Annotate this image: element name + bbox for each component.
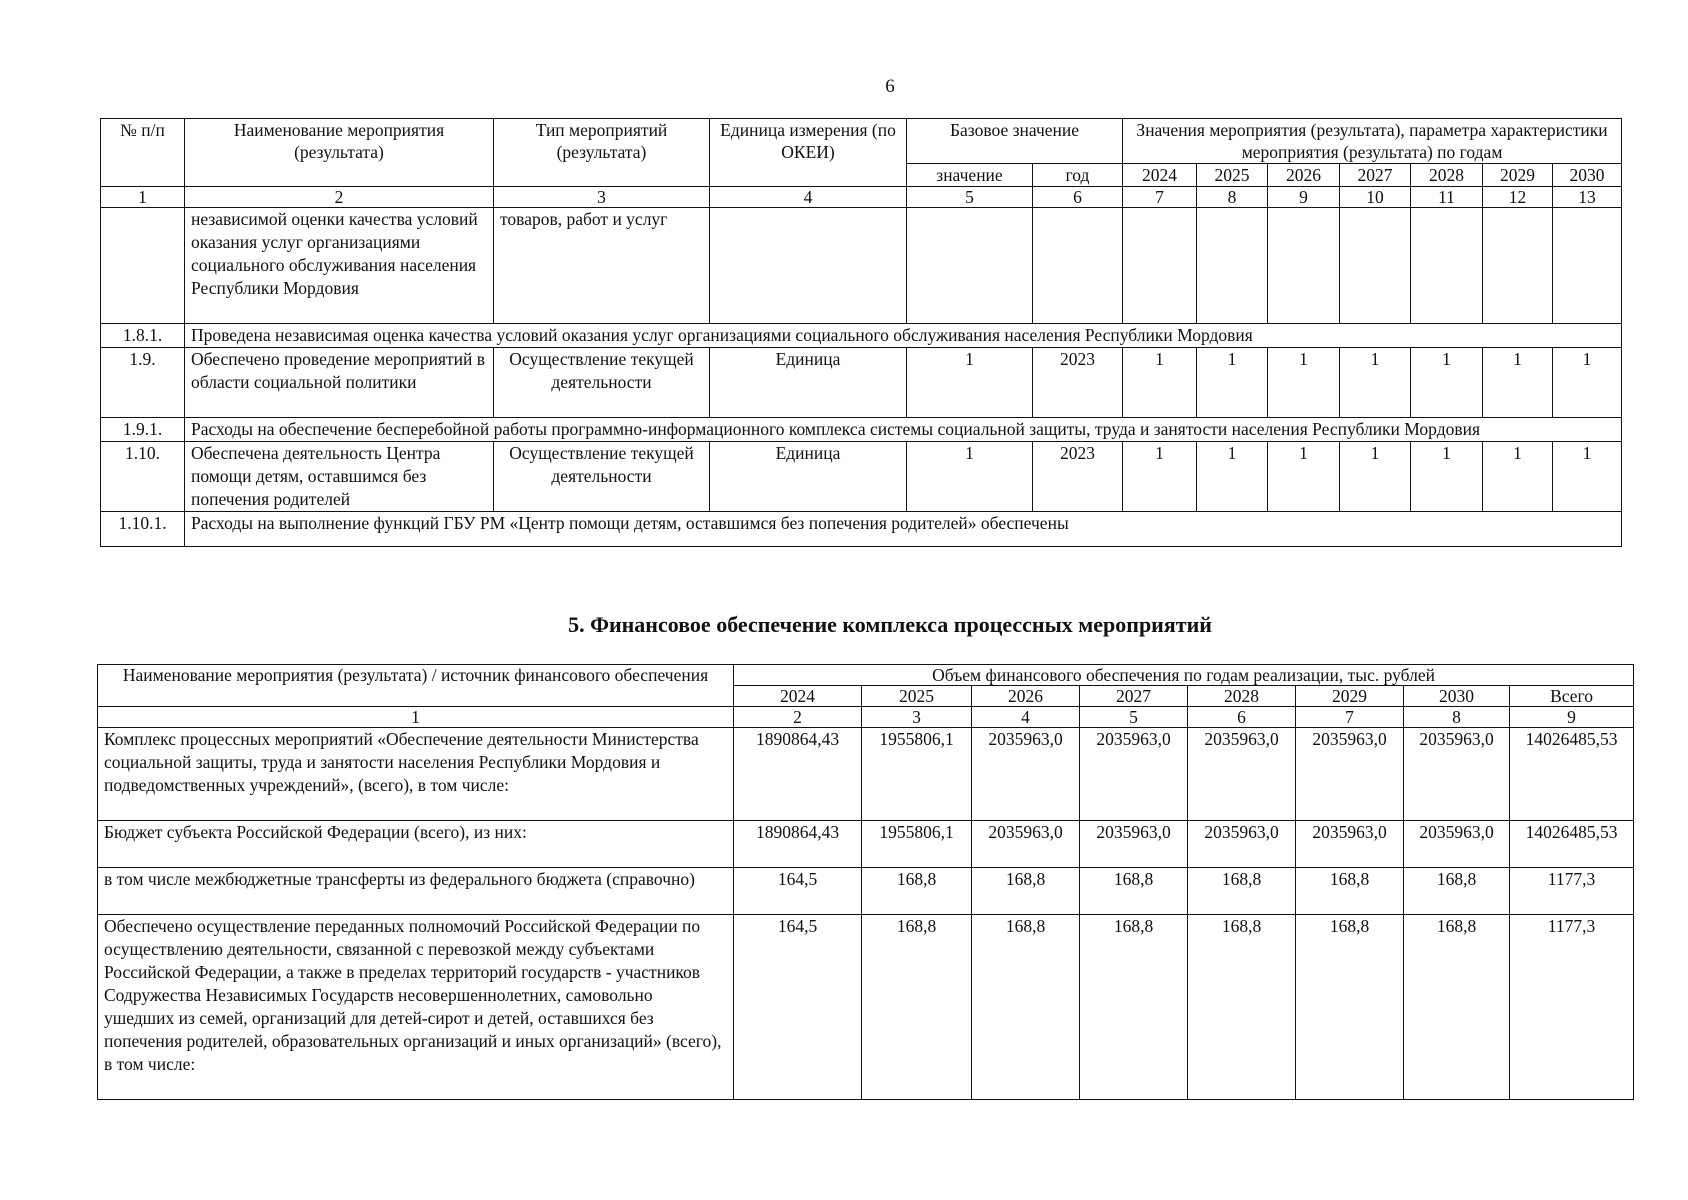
financing-value: 168,8 <box>1296 915 1404 1100</box>
year-value: 1 <box>1268 442 1340 512</box>
financing-value: 168,8 <box>1404 915 1510 1100</box>
financing-value: 1955806,1 <box>862 821 972 868</box>
financing-value: 168,8 <box>1404 868 1510 915</box>
header-year: 2025 <box>1197 164 1268 187</box>
year-value: 1 <box>1268 348 1340 418</box>
header-base-year: год <box>1033 164 1123 187</box>
financing-table <box>97 664 1634 1100</box>
row-number: 1.8.1. <box>101 324 185 348</box>
financing-total: 1177,3 <box>1510 915 1634 1100</box>
header-year: 2026 <box>1268 164 1340 187</box>
year-value: 1 <box>1123 442 1197 512</box>
column-number: 4 <box>710 187 907 208</box>
year-value: 1 <box>1553 348 1622 418</box>
header-year: 2026 <box>972 686 1080 707</box>
column-number: 7 <box>1123 187 1197 208</box>
page-number: 6 <box>885 76 895 97</box>
column-number: 1 <box>101 187 185 208</box>
header-year: 2024 <box>734 686 862 707</box>
column-number: 9 <box>1510 707 1634 728</box>
financing-name: Обеспечено осуществление переданных полномочий Российской Федерации по осуществлению деятельности, связанной с перевозкой между субъектами Российской Федерации, а также в пределах территорий государств - участников Содружества Независимых Государств несовершеннолетних, самовольно ушедших из семей, организаций для детей-сирот и детей, оставшихся без попечения родителей, образовательных организаций и иных организаций» (всего), в том числе: <box>98 915 734 1100</box>
measure-type: Осуществление текущей деятельности <box>494 442 710 512</box>
financing-total: 14026485,53 <box>1510 821 1634 868</box>
financing-value: 2035963,0 <box>1404 821 1510 868</box>
column-number: 8 <box>1197 187 1268 208</box>
table-row <box>101 208 1622 324</box>
financing-value: 168,8 <box>1296 868 1404 915</box>
financing-value: 2035963,0 <box>1188 821 1296 868</box>
measure-type: Осуществление текущей деятельности <box>494 348 710 418</box>
table-row <box>98 821 1634 868</box>
column-number: 7 <box>1296 707 1404 728</box>
column-number: 6 <box>1188 707 1296 728</box>
column-numbers-row <box>98 707 1634 728</box>
header-year: 2027 <box>1340 164 1411 187</box>
row-number: 1.9.1. <box>101 418 185 442</box>
header-values: Значения мероприятия (результата), параметра характеристики мероприятия (результата) по годам <box>1123 119 1622 164</box>
year-value: 1 <box>1197 442 1268 512</box>
header-base: Базовое значение <box>907 119 1123 164</box>
financing-value: 168,8 <box>1188 868 1296 915</box>
column-number: 11 <box>1411 187 1483 208</box>
financing-value: 1890864,43 <box>734 728 862 821</box>
table-header-row <box>98 665 1634 686</box>
header-name: Наименование мероприятия (результата) / источник финансового обеспечения <box>98 665 734 707</box>
financing-total: 1177,3 <box>1510 868 1634 915</box>
financing-value: 168,8 <box>1080 915 1188 1100</box>
row-number: 1.10. <box>101 442 185 512</box>
column-number: 9 <box>1268 187 1340 208</box>
financing-value: 2035963,0 <box>1404 728 1510 821</box>
column-number: 5 <box>1080 707 1188 728</box>
header-year: 2024 <box>1123 164 1197 187</box>
unit: Единица <box>710 348 907 418</box>
header-no: № п/п <box>101 119 185 187</box>
table-row <box>98 728 1634 821</box>
financing-value: 2035963,0 <box>972 728 1080 821</box>
financing-name: в том числе межбюджетные трансферты из федерального бюджета (справочно) <box>98 868 734 915</box>
year-value: 1 <box>1197 348 1268 418</box>
table-row <box>101 348 1622 418</box>
column-number: 8 <box>1404 707 1510 728</box>
header-name: Наименование мероприятия (результата) <box>185 119 494 187</box>
base-year: 2023 <box>1033 348 1123 418</box>
header-volume: Объем финансового обеспечения по годам реализации, тыс. рублей <box>734 665 1634 686</box>
financing-value: 168,8 <box>1188 915 1296 1100</box>
year-value: 1 <box>1483 442 1553 512</box>
header-total: Всего <box>1510 686 1634 707</box>
column-number: 1 <box>98 707 734 728</box>
year-value: 1 <box>1340 442 1411 512</box>
financing-value: 2035963,0 <box>1296 728 1404 821</box>
column-numbers-row <box>101 187 1622 208</box>
year-value: 1 <box>1340 348 1411 418</box>
financing-name: Бюджет субъекта Российской Федерации (всего), из них: <box>98 821 734 868</box>
year-value: 1 <box>1553 442 1622 512</box>
header-year: 2030 <box>1553 164 1622 187</box>
table-row <box>98 868 1634 915</box>
table-row <box>98 915 1634 1100</box>
column-number: 4 <box>972 707 1080 728</box>
header-type: Тип мероприятий (результата) <box>494 119 710 187</box>
measure-type: товаров, работ и услуг <box>494 208 710 324</box>
measure-name: Обеспечено проведение мероприятий в области социальной политики <box>185 348 494 418</box>
header-year: 2028 <box>1411 164 1483 187</box>
financing-value: 2035963,0 <box>972 821 1080 868</box>
header-year: 2029 <box>1483 164 1553 187</box>
financing-name: Комплекс процессных мероприятий «Обеспечение деятельности Министерства социальной защиты, труда и занятости населения Республики Мордовия и подведомственных учреждений», (всего), в том числе: <box>98 728 734 821</box>
financing-value: 1890864,43 <box>734 821 862 868</box>
merged-row-text: Расходы на выполнение функций ГБУ РМ «Центр помощи детям, оставшимся без попечения родителей» обеспечены <box>185 512 1622 547</box>
row-number: 1.10.1. <box>101 512 185 547</box>
table-header-row <box>101 119 1622 164</box>
measure-name: Обеспечена деятельность Центра помощи детям, оставшимся без попечения родителей <box>185 442 494 512</box>
year-value: 1 <box>1483 348 1553 418</box>
column-number: 6 <box>1033 187 1123 208</box>
header-year: 2027 <box>1080 686 1188 707</box>
financing-value: 168,8 <box>862 868 972 915</box>
unit: Единица <box>710 442 907 512</box>
column-number: 10 <box>1340 187 1411 208</box>
header-year: 2025 <box>862 686 972 707</box>
financing-value: 164,5 <box>734 915 862 1100</box>
merged-row-text: Проведена независимая оценка качества условий оказания услуг организациями социального обслуживания населения Республики Мордовия <box>185 324 1622 348</box>
column-number: 2 <box>185 187 494 208</box>
table-row <box>101 512 1622 547</box>
merged-row-text: Расходы на обеспечение бесперебойной работы программно-информационного комплекса системы социальной защиты, труда и занятости населения Республики Мордовия <box>185 418 1622 442</box>
year-value: 1 <box>1411 442 1483 512</box>
financing-value: 168,8 <box>972 915 1080 1100</box>
base-value: 1 <box>907 442 1033 512</box>
financing-value: 1955806,1 <box>862 728 972 821</box>
table-row <box>101 442 1622 512</box>
financing-value: 168,8 <box>1080 868 1188 915</box>
header-year: 2030 <box>1404 686 1510 707</box>
column-number: 3 <box>494 187 710 208</box>
measure-name: независимой оценки качества условий оказания услуг организациями социального обслуживания населения Республики Мордовия <box>185 208 494 324</box>
table-row <box>101 324 1622 348</box>
year-value: 1 <box>1123 348 1197 418</box>
column-number: 12 <box>1483 187 1553 208</box>
financing-value: 168,8 <box>862 915 972 1100</box>
row-number: 1.9. <box>101 348 185 418</box>
header-year: 2029 <box>1296 686 1404 707</box>
column-number: 2 <box>734 707 862 728</box>
financing-value: 2035963,0 <box>1296 821 1404 868</box>
base-year: 2023 <box>1033 442 1123 512</box>
section-title: 5. Финансовое обеспечение комплекса процессных мероприятий <box>568 612 1212 637</box>
measures-table <box>100 118 1622 547</box>
column-number: 13 <box>1553 187 1622 208</box>
financing-value: 168,8 <box>972 868 1080 915</box>
table-row <box>101 418 1622 442</box>
financing-total: 14026485,53 <box>1510 728 1634 821</box>
year-value: 1 <box>1411 348 1483 418</box>
financing-value: 164,5 <box>734 868 862 915</box>
column-number: 5 <box>907 187 1033 208</box>
column-number: 3 <box>862 707 972 728</box>
financing-value: 2035963,0 <box>1188 728 1296 821</box>
financing-value: 2035963,0 <box>1080 728 1188 821</box>
header-unit: Единица измерения (по ОКЕИ) <box>710 119 907 187</box>
header-year: 2028 <box>1188 686 1296 707</box>
base-value: 1 <box>907 348 1033 418</box>
financing-value: 2035963,0 <box>1080 821 1188 868</box>
header-base-value: значение <box>907 164 1033 187</box>
